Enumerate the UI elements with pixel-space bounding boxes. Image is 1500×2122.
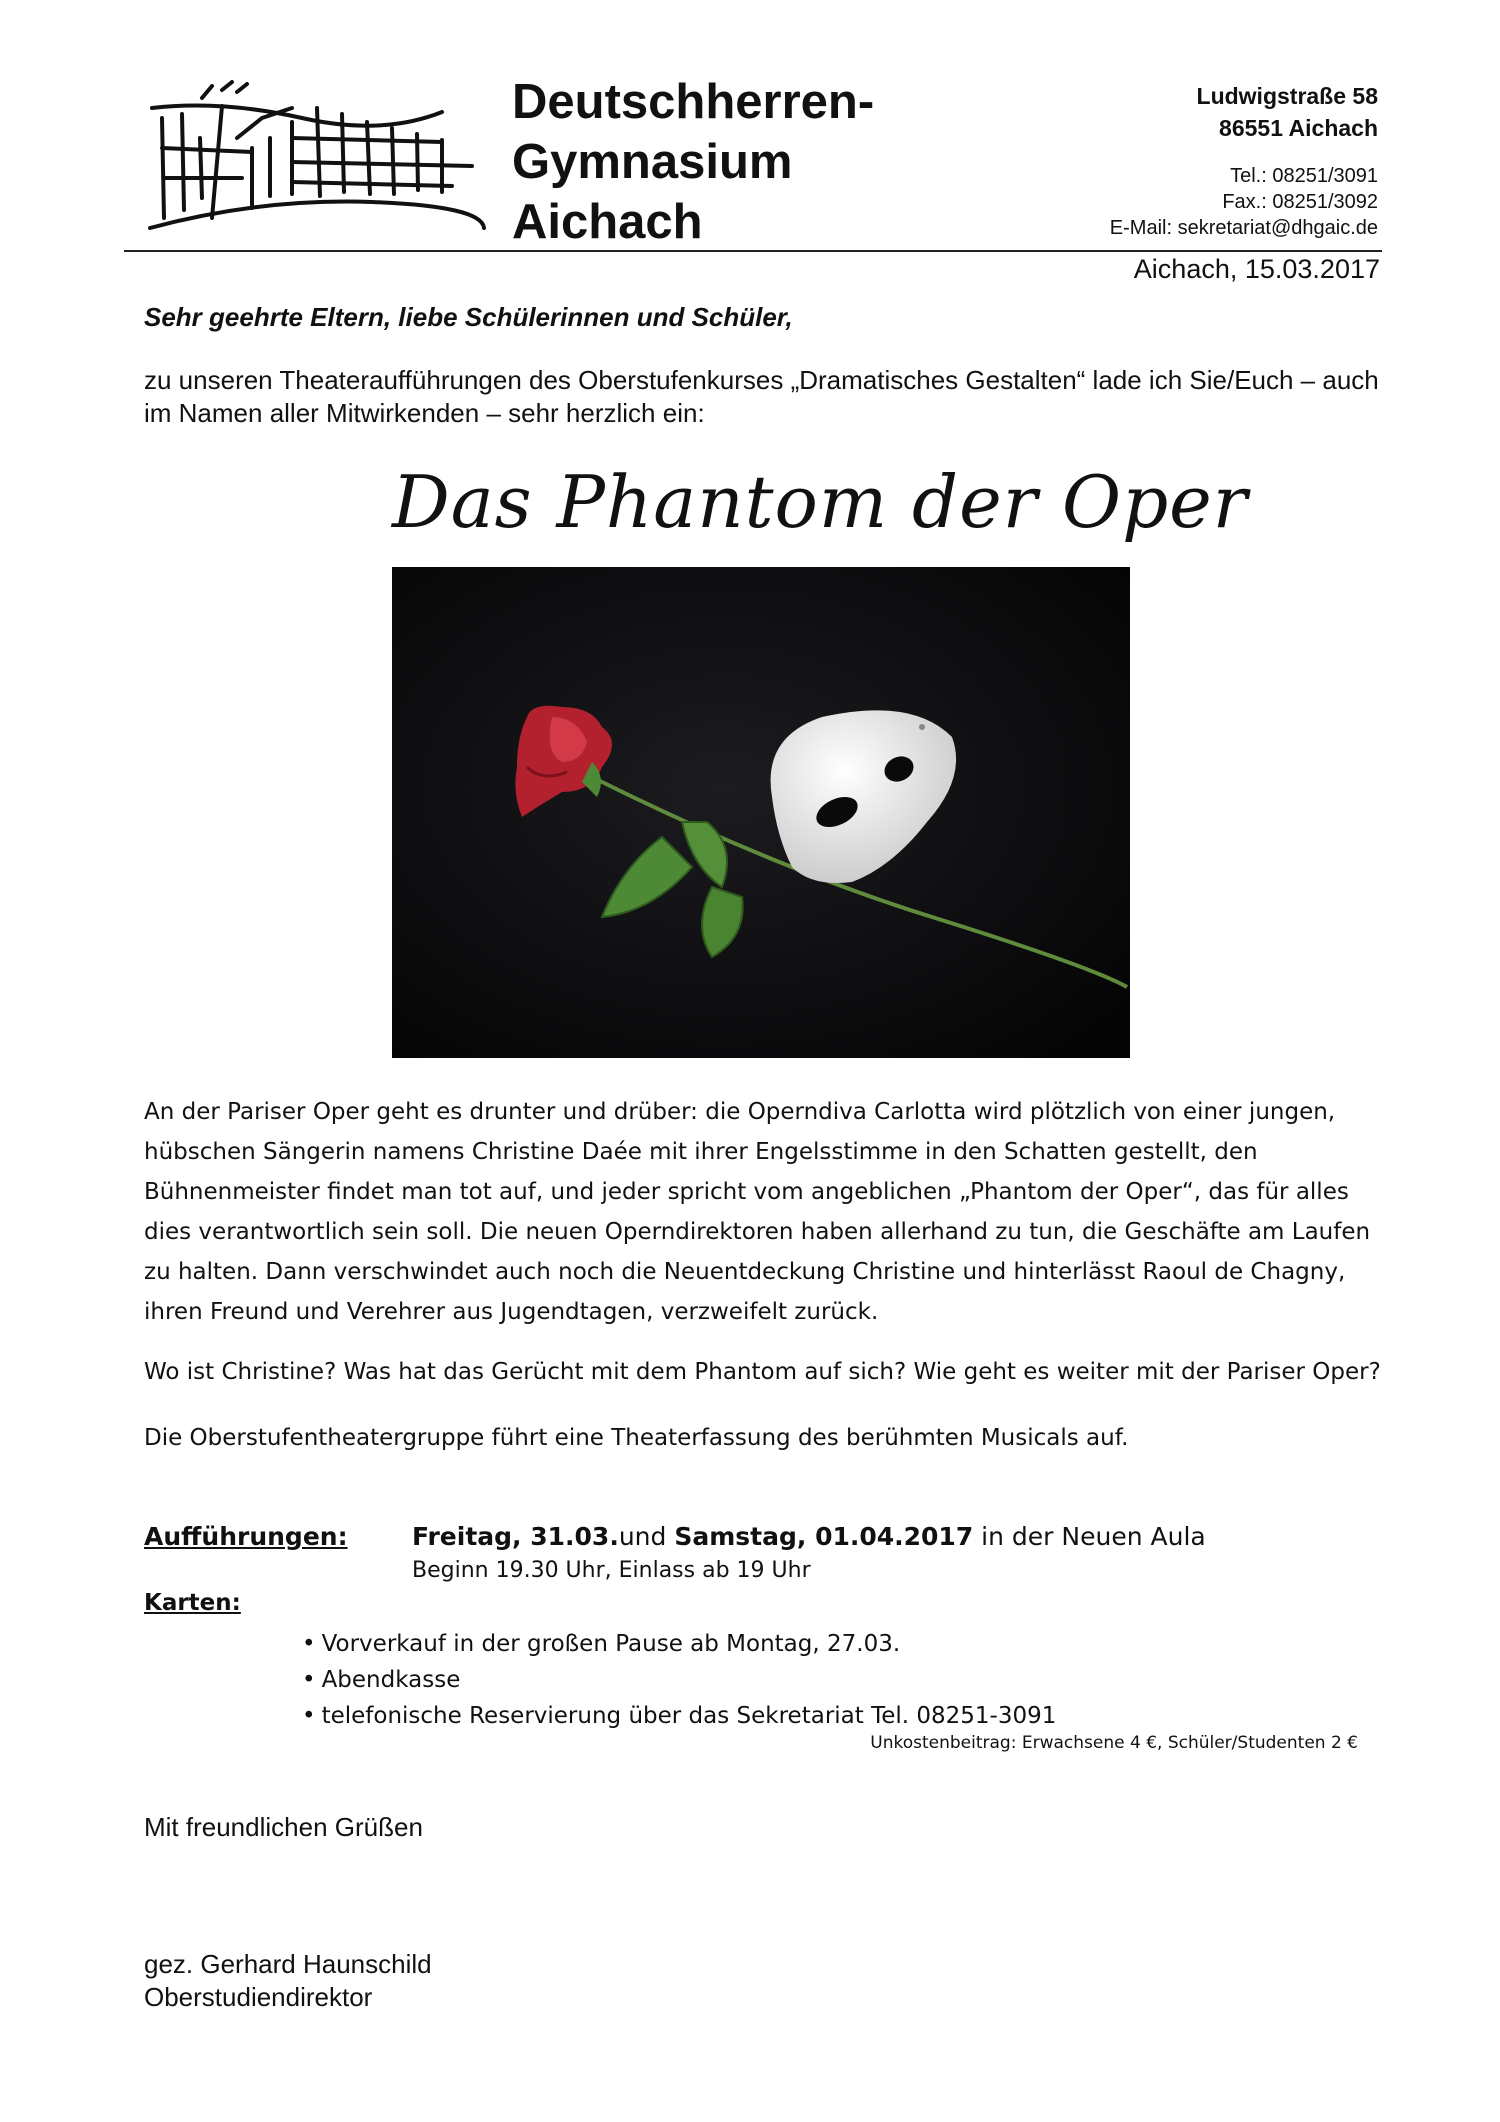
salutation: Sehr geehrte Eltern, liebe Schülerinnen und Schüler, (144, 302, 793, 332)
performance-connector: und (618, 1522, 667, 1551)
performance-date-2: Samstag, 01.04.2017 (674, 1522, 974, 1551)
performances-label: Aufführungen: (144, 1522, 348, 1551)
school-name-line-2: Gymnasium (512, 135, 793, 189)
poster-image (392, 567, 1130, 1058)
performance-date-1: Freitag, 31.03. (412, 1522, 619, 1551)
performance-dates (412, 1522, 1206, 1551)
question-paragraph: Wo ist Christine? Was hat das Gerücht mit dem Phantom auf sich? Wie geht es weiter mit der Pariser Oper? (144, 1359, 1381, 1385)
intro-text: zu unseren Theateraufführungen des Oberstufenkurses „Dramatisches Gestalten“ lade ich Sie/Euch – auch im Namen aller Mitwirkenden – sehr herzlich ein: (144, 365, 1379, 428)
ticket-options (302, 1626, 1056, 1734)
signer-title: Oberstudiendirektor (144, 1982, 373, 2012)
performance-time: Beginn 19.30 Uhr, Einlass ab 19 Uhr (412, 1558, 811, 1583)
closing-greeting: Mit freundlichen Grüßen (144, 1812, 423, 1842)
address-city: 86551 Aichach (1219, 115, 1378, 141)
signature-block (144, 1948, 432, 2014)
school-name-line-1: Deutschherren- (512, 75, 875, 129)
group-paragraph: Die Oberstufentheatergruppe führt eine Theaterfassung des berühmten Musicals auf. (144, 1425, 1129, 1451)
email: E-Mail: sekretariat@dhgaic.de (1109, 217, 1378, 239)
ticket-option-phone: • telefonische Reservierung über das Sekretariat Tel. 08251-3091 (302, 1698, 1056, 1734)
school-logo (142, 78, 492, 238)
signer-name: gez. Gerhard Haunschild (144, 1949, 432, 1979)
ticket-option-presale: • Vorverkauf in der großen Pause ab Montag, 27.03. (302, 1626, 1056, 1662)
phone: Tel.: 08251/3091 (1230, 165, 1378, 187)
letter-date: Aichach, 15.03.2017 (1133, 254, 1380, 284)
address-street: Ludwigstraße 58 (1196, 83, 1378, 109)
tickets-label: Karten: (144, 1590, 241, 1616)
play-title: Das Phantom der Oper (392, 460, 1249, 544)
school-name (512, 72, 874, 252)
fax: Fax.: 08251/3092 (1222, 191, 1378, 213)
ticket-cost: Unkostenbeitrag: Erwachsene 4 €, Schüler/Studenten 2 € (870, 1733, 1358, 1753)
school-contact (1110, 163, 1378, 241)
header-divider (124, 250, 1382, 252)
performance-venue: in der Neuen Aula (973, 1522, 1206, 1551)
school-address (1197, 80, 1378, 144)
ticket-option-box-office: • Abendkasse (302, 1662, 1056, 1698)
story-paragraph: An der Pariser Oper geht es drunter und drüber: die Operndiva Carlotta wird plötzlich von einer jungen, hübschen Sängerin namens Christine Daée mit ihrer Engelsstimme in den Schatten gestellt, den Bühnenmeister findet man tot auf, und jeder spricht vom angeblichen „Phantom der Oper“, das für alles dies verantwortlich sein soll. Die neuen Operndirektoren haben allerhand zu tun, die Geschäfte am Laufen zu halten. Dann verschwindet auch noch die Neuentdeckung Christine und hinterlässt Raoul de Chagny, ihren Freund und Verehrer aus Jugendtagen, verzweifelt zurück. (144, 1099, 1371, 1325)
school-name-line-3: Aichach (512, 195, 703, 249)
